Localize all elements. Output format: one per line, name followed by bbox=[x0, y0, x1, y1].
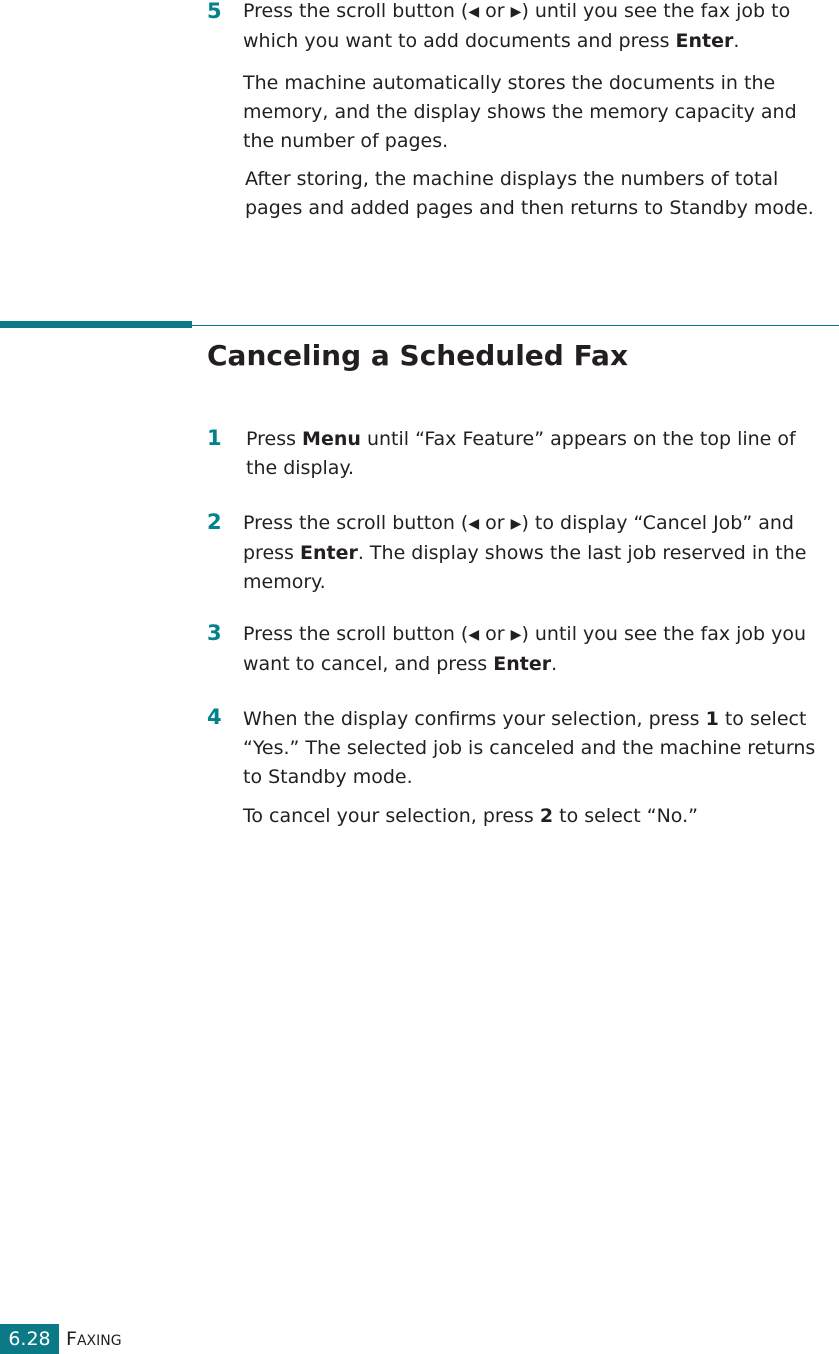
section-rule-thin bbox=[192, 325, 839, 326]
step-5-end: . bbox=[733, 30, 740, 52]
enter-key-label: Enter bbox=[299, 542, 358, 564]
page-number: 6.28 bbox=[0, 1324, 59, 1354]
section-heading: Canceling a Scheduled Fax bbox=[207, 339, 629, 372]
step-3-text-c: ) until you see the fax job you want to cancel, and press bbox=[243, 623, 807, 675]
step-2-text-d: . The display shows the last job reserved in the memory. bbox=[243, 542, 807, 593]
left-triangle-icon: ◀ bbox=[468, 627, 480, 643]
step-4-number: 4 bbox=[207, 705, 222, 729]
step-5-note-2: After storing, the machine displays the numbers of total pages and added pages and then returns to Standby mode. bbox=[245, 168, 814, 219]
enter-key-label: Enter bbox=[493, 653, 552, 675]
right-triangle-icon: ▶ bbox=[510, 516, 522, 532]
menu-key-label: Menu bbox=[302, 428, 361, 450]
step-2-number: 2 bbox=[207, 510, 222, 534]
left-triangle-icon: ◀ bbox=[468, 4, 480, 20]
chapter-label bbox=[66, 1326, 122, 1354]
step-3-end: . bbox=[551, 653, 558, 675]
step-5-text bbox=[243, 0, 839, 56]
key-1-label: 1 bbox=[705, 708, 719, 730]
step-2-text-b: or bbox=[479, 512, 511, 534]
step-3-text-b: or bbox=[479, 623, 511, 645]
chapter-initial: F bbox=[66, 1328, 77, 1350]
right-triangle-icon: ▶ bbox=[510, 4, 522, 20]
step-5-note-1: The machine automatically stores the documents in the memory, and the display shows the memory capacity and the number of pages. bbox=[243, 72, 797, 152]
step-1-text bbox=[246, 425, 831, 483]
step-2-text-c: ) to display “Cancel Job” and press bbox=[243, 512, 794, 564]
step-5-text-c: ) until you see the fax job to which you want to add documents and press bbox=[243, 0, 791, 52]
step-5-text-a: Press the scroll button ( bbox=[243, 0, 469, 22]
step-4-note-text-b: to select “No.” bbox=[553, 805, 698, 827]
step-3-number: 3 bbox=[207, 621, 222, 645]
enter-key-label: Enter bbox=[675, 30, 734, 52]
section-rule-thick bbox=[0, 321, 192, 328]
step-3-text bbox=[243, 620, 818, 679]
key-2-label: 2 bbox=[539, 805, 554, 827]
step-5-number: 5 bbox=[207, 0, 222, 23]
step-3-text-a: Press the scroll button ( bbox=[243, 623, 469, 645]
step-4-text bbox=[243, 705, 839, 792]
step-5-text-b: or bbox=[479, 0, 511, 22]
right-triangle-icon: ▶ bbox=[510, 627, 522, 643]
step-4-text-b: to select “Yes.” The selected job is canceled and the machine returns to Standby mode. bbox=[243, 708, 816, 788]
step-2-text-a: Press the scroll button ( bbox=[243, 512, 469, 534]
left-triangle-icon: ◀ bbox=[468, 516, 480, 532]
step-1-text-a: Press bbox=[246, 428, 303, 450]
step-4-text-a: When the display confirms your selection, press bbox=[243, 708, 706, 730]
step-1-number: 1 bbox=[207, 426, 222, 450]
step-2-text bbox=[243, 509, 839, 597]
step-4-note bbox=[243, 802, 833, 831]
step-1-text-b: until “Fax Feature” appears on the top line of the display. bbox=[246, 428, 796, 479]
step-4-note-text-a: To cancel your selection, press bbox=[243, 805, 540, 827]
chapter-rest: AXING bbox=[76, 1333, 122, 1349]
